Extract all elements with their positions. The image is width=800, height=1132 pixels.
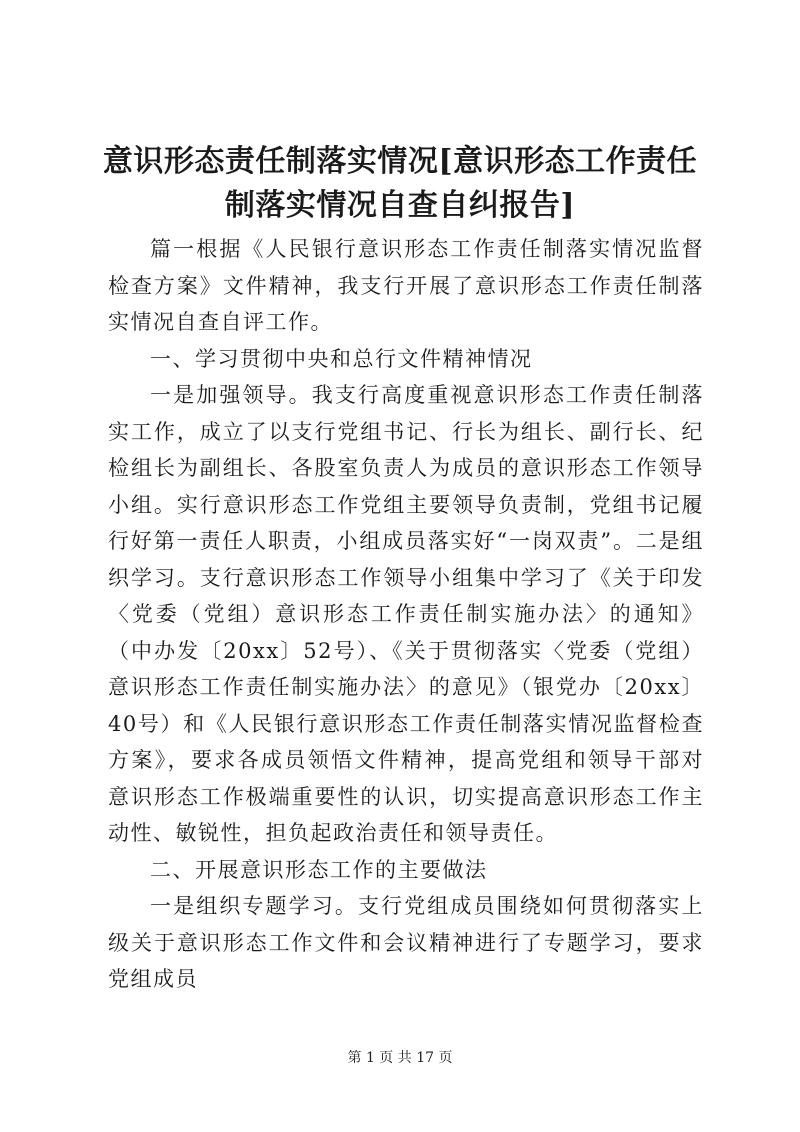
paragraph-intro: 篇一根据《人民银行意识形态工作责任制落实情况监督检查方案》文件精神，我支行开展了意识形态工作责任制落实情况自查自评工作。 (108, 237, 704, 334)
paragraph-study: 一是组织专题学习。支行党组成员围绕如何贯彻落实上级关于意识形态工作文件和会议精神进行了专题学习，要求党组成员 (108, 894, 704, 991)
document-body (108, 231, 704, 998)
paragraph-leadership: 一是加强领导。我支行高度重视意识形态工作责任制落实工作，成立了以支行党组书记、行长为组长、副行长、纪检组长为副组长、各股室负责人为成员的意识形态工作领导小组。实行意识形态工作党组主要领导负责制，党组书记履行好第一责任人职责，小组成员落实好“一岗双责”。二是组织学习。支行意识形态工作领导小组集中学习了《关于印发〈党委（党组）意识形态工作责任制实施办法〉的通知》（中办发〔20xx〕52号）、《关于贯彻落实〈党委（党组）意识形态工作责任制实施办法〉的意见》（银党办〔20xx〕40号）和《人民银行意识形态工作责任制落实情况监督检查方案》，要求各成员领悟文件精神，提高党组和领导干部对意识形态工作极端重要性的认识，切实提高意识形态工作主动性、敏锐性，担负起政治责任和领导责任。 (108, 383, 704, 845)
document-title: 意识形态责任制落实情况[意识形态工作责任制落实情况自查自纠报告] (102, 144, 698, 223)
page-footer: 第 1 页 共 17 页 (347, 1050, 453, 1066)
section-heading-1: 一、学习贯彻中央和总行文件精神情况 (150, 346, 533, 371)
section-heading-2: 二、开展意识形态工作的主要做法 (150, 857, 488, 882)
